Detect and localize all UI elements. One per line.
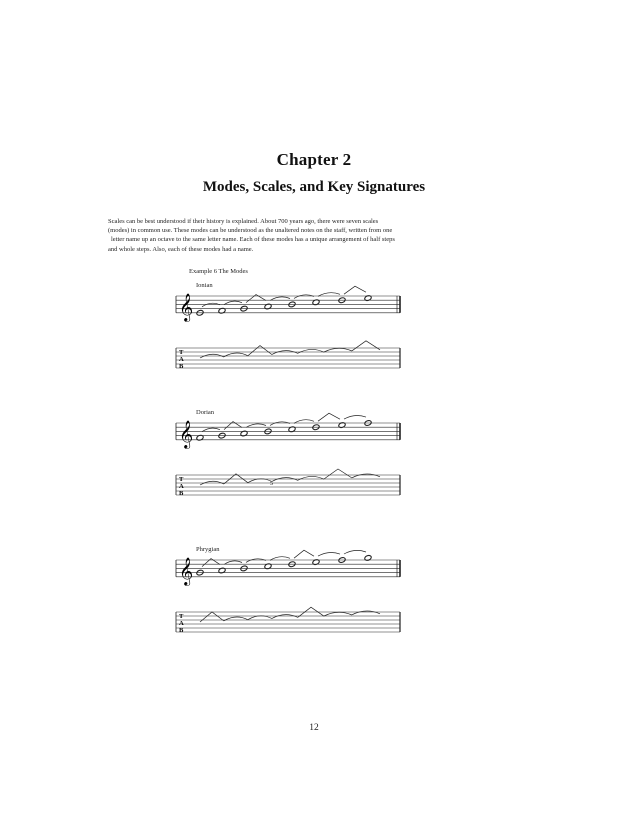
whole-step-slur — [202, 303, 220, 307]
tab-half-step-mark — [200, 612, 224, 622]
notation-system — [176, 409, 404, 519]
treble-staff — [176, 296, 400, 313]
tab-whole-step-arc — [272, 478, 298, 482]
tab-whole-step-arc — [272, 351, 298, 355]
tab-label-t: T — [179, 613, 184, 620]
whole-step-slur — [344, 550, 366, 554]
chapter-title: Modes, Scales, and Key Signatures — [202, 179, 426, 195]
tab-label-b: B — [179, 490, 184, 497]
example-caption: Example 6 The Modes — [189, 268, 248, 275]
staff-slurs — [202, 286, 366, 307]
whole-step-slur — [318, 553, 340, 557]
whole-step-slur — [270, 422, 290, 426]
tab-whole-step-arc — [352, 611, 380, 615]
tab-fret-mark: 5 — [270, 481, 273, 487]
tab-whole-step-arc — [298, 476, 324, 480]
half-step-mark — [318, 413, 340, 421]
notation-system — [176, 546, 404, 656]
mode-name: Ionian — [196, 282, 213, 289]
tab-whole-step-arc — [248, 479, 272, 483]
tab-label-t: T — [179, 349, 184, 356]
tab-label-t: T — [179, 476, 184, 483]
example-dorian — [176, 409, 404, 519]
half-step-mark — [294, 550, 314, 558]
tab-half-step-mark — [324, 469, 352, 479]
intro-line: Scales can be best understood if their history is explained. About 700 years ago, there were seven scales — [108, 218, 379, 225]
tab-arcs — [200, 469, 380, 485]
treble-staff — [176, 560, 400, 577]
intro-line: (modes) in common use. These modes can be understood as the unaltered notes on the staff, written from one — [108, 227, 393, 235]
example-phrygian — [176, 546, 404, 656]
half-step-mark — [344, 286, 366, 294]
tab-label-a: A — [179, 356, 184, 363]
tab-half-step-mark — [248, 346, 272, 356]
chapter-number: Chapter 2 — [276, 150, 352, 169]
tab-whole-step-arc — [298, 349, 324, 353]
mode-name: Dorian — [196, 409, 215, 416]
example-ionian — [176, 282, 404, 392]
intro-paragraph — [108, 217, 508, 254]
tab-label-a: A — [179, 483, 184, 490]
tab-label-b: B — [179, 363, 184, 370]
tab-whole-step-arc — [324, 612, 352, 616]
page-number: 12 — [309, 723, 319, 733]
treble-clef-icon: 𝄞 — [179, 422, 194, 448]
tab-whole-step-arc — [248, 616, 272, 620]
tab-whole-step-arc — [352, 474, 380, 478]
whole-step-slur — [344, 416, 366, 420]
intro-line: letter name up an octave to the same letter name. Each of these modes has a unique arrangement of half steps — [111, 236, 395, 244]
tab-half-step-mark — [352, 341, 380, 351]
tab-whole-step-arc — [324, 348, 352, 352]
whole-step-slur — [294, 295, 314, 299]
whole-step-slur — [246, 559, 266, 563]
tab-label-b: B — [179, 627, 184, 634]
treble-clef-icon: 𝄞 — [179, 295, 194, 321]
treble-clef-icon: 𝄞 — [179, 559, 194, 585]
tab-label-a: A — [179, 620, 184, 627]
intro-line: and whole steps. Also, each of these modes had a name. — [108, 245, 254, 253]
notation-system — [176, 282, 404, 392]
tab-whole-step-arc — [272, 615, 298, 619]
mode-name: Phrygian — [196, 546, 220, 553]
tab-arcs — [200, 341, 380, 358]
